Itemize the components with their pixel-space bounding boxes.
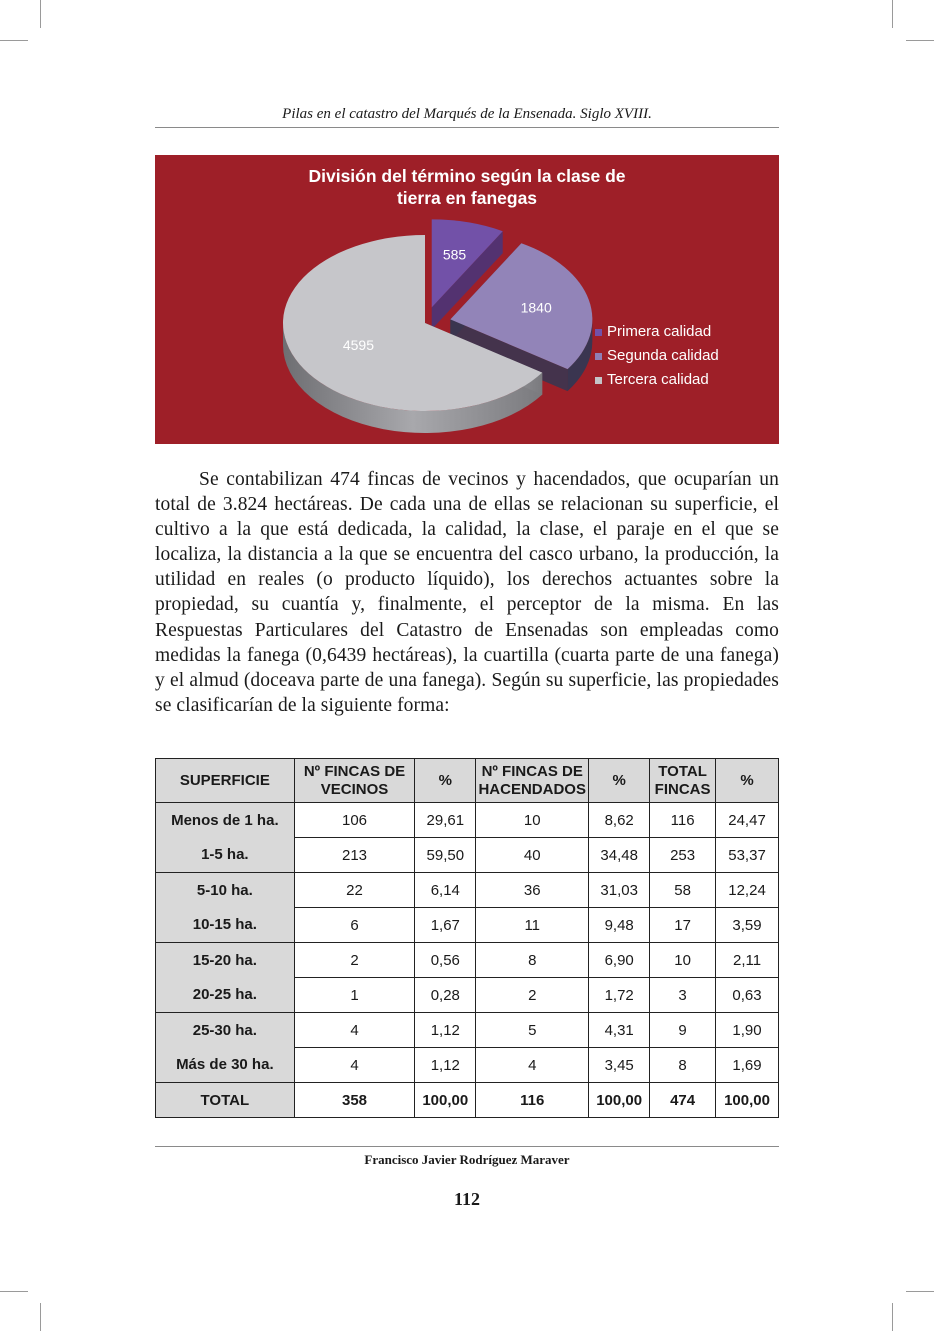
table-cell: 4	[294, 1048, 415, 1083]
table-cell: 2	[294, 943, 415, 978]
table-cell: 31,03	[589, 873, 650, 908]
row-label: 20-25 ha.	[156, 978, 295, 1013]
body-paragraph-container	[155, 467, 779, 718]
crop-mark	[892, 1303, 893, 1331]
total-cell: 474	[650, 1083, 716, 1118]
table-cell: 1,69	[716, 1048, 779, 1083]
pie-data-label: 4595	[342, 336, 375, 353]
footer-author: Francisco Javier Rodríguez Maraver	[364, 1152, 570, 1167]
table-cell: 58	[650, 873, 716, 908]
total-cell: 100,00	[589, 1083, 650, 1118]
chart-title-line1: División del término según la clase de	[308, 166, 626, 186]
total-cell: 116	[476, 1083, 589, 1118]
table-cell: 6,90	[589, 943, 650, 978]
table-row	[156, 873, 779, 908]
table-body	[156, 803, 779, 1118]
crop-mark	[906, 40, 934, 41]
legend-label: Primera calidad	[607, 323, 712, 340]
table-row	[156, 803, 779, 838]
table-cell: 2,11	[716, 943, 779, 978]
table-cell: 1,90	[716, 1013, 779, 1048]
table-cell: 17	[650, 908, 716, 943]
row-label: 5-10 ha.	[156, 873, 295, 908]
row-label: Más de 30 ha.	[156, 1048, 295, 1083]
table-row	[156, 908, 779, 943]
legend-swatch	[595, 329, 602, 336]
pie-data-label: 1840	[520, 299, 552, 316]
table-cell: 0,56	[415, 943, 476, 978]
table-cell: 2	[476, 978, 589, 1013]
table-total-row	[156, 1083, 779, 1118]
header-rule	[155, 127, 779, 128]
table-cell: 1	[294, 978, 415, 1013]
crop-mark	[0, 1291, 28, 1292]
table-cell: 36	[476, 873, 589, 908]
running-head: Pilas en el catastro del Marqués de la Ensenada. Siglo XVIII.	[282, 106, 652, 122]
table-cell: 22	[294, 873, 415, 908]
legend-swatch	[595, 377, 602, 384]
legend-label: Segunda calidad	[607, 347, 719, 364]
pie-slices	[283, 219, 592, 433]
table-cell: 10	[650, 943, 716, 978]
row-label: Menos de 1 ha.	[156, 803, 295, 838]
table-row	[156, 838, 779, 873]
table-cell: 8	[476, 943, 589, 978]
table-cell: 12,24	[716, 873, 779, 908]
table-cell: 213	[294, 838, 415, 873]
table-cell: 6	[294, 908, 415, 943]
row-label: 15-20 ha.	[156, 943, 295, 978]
table-cell: 1,12	[415, 1048, 476, 1083]
table-cell: 10	[476, 803, 589, 838]
table-row	[156, 978, 779, 1013]
table-cell: 4,31	[589, 1013, 650, 1048]
table-cell: 3,45	[589, 1048, 650, 1083]
footer-rule	[155, 1146, 779, 1147]
row-label: 25-30 ha.	[156, 1013, 295, 1048]
table-cell: 34,48	[589, 838, 650, 873]
crop-mark	[40, 1303, 41, 1331]
total-cell: 100,00	[716, 1083, 779, 1118]
crop-mark	[906, 1291, 934, 1292]
surface-table	[155, 758, 779, 1118]
header-pct-total: %	[716, 759, 779, 803]
table-cell: 9,48	[589, 908, 650, 943]
table-row	[156, 943, 779, 978]
row-label: 10-15 ha.	[156, 908, 295, 943]
table-cell: 29,61	[415, 803, 476, 838]
total-cell: 358	[294, 1083, 415, 1118]
chart-legend	[595, 323, 719, 388]
crop-mark	[892, 0, 893, 28]
table-cell: 59,50	[415, 838, 476, 873]
table-cell: 0,28	[415, 978, 476, 1013]
header-total-fincas: TOTAL FINCAS	[650, 759, 716, 803]
pie-chart-svg	[155, 155, 779, 444]
legend-label: Tercera calidad	[607, 371, 709, 388]
legend-swatch	[595, 353, 602, 360]
header-fincas-hacendados: Nº FINCAS DE HACENDADOS	[476, 759, 589, 803]
table-cell: 11	[476, 908, 589, 943]
table-cell: 106	[294, 803, 415, 838]
table-row	[156, 1013, 779, 1048]
table-cell: 1,72	[589, 978, 650, 1013]
table-cell: 1,12	[415, 1013, 476, 1048]
total-label: TOTAL	[156, 1083, 295, 1118]
header-pct-hacendados: %	[589, 759, 650, 803]
table-cell: 4	[476, 1048, 589, 1083]
table-cell: 6,14	[415, 873, 476, 908]
table-cell: 3,59	[716, 908, 779, 943]
crop-mark	[0, 40, 28, 41]
total-cell: 100,00	[415, 1083, 476, 1118]
table-cell: 3	[650, 978, 716, 1013]
row-label: 1-5 ha.	[156, 838, 295, 873]
table-cell: 8	[650, 1048, 716, 1083]
table-header-row	[156, 759, 779, 803]
table-cell: 253	[650, 838, 716, 873]
crop-mark	[40, 0, 41, 28]
table-cell: 8,62	[589, 803, 650, 838]
page-number: 112	[453, 1189, 480, 1209]
table-cell: 53,37	[716, 838, 779, 873]
header-pct-vecinos: %	[415, 759, 476, 803]
header-fincas-vecinos: Nº FINCAS DE VECINOS	[294, 759, 415, 803]
table-cell: 9	[650, 1013, 716, 1048]
pie-data-label: 585	[442, 246, 467, 263]
table-cell: 1,67	[415, 908, 476, 943]
header-superficie: SUPERFICIE	[156, 759, 295, 803]
body-paragraph: Se contabilizan 474 fincas de vecinos y hacendados, que ocuparían un total de 3.824 hectáreas. De cada una de ellas se relacionan su superficie, el cultivo a la que está dedicada, la calidad, la clase, el paraje en el que se localiza, la distancia a la que se encuentra del casco urbano, la producción, la utilidad en reales (o producto líquido), los derechos actuantes sobre la propiedad, su cuantía y, finalmente, el perceptor de la misma. En las Respuestas Particulares del Catastro de Ensenadas son empleadas como medidas la fanega (0,6439 hectáreas), la cuartilla (cuarta parte de una fanega) y el almud (doceava parte de una fanega). Según su superficie, las propiedades se clasificarían de la siguiente forma:	[155, 469, 779, 716]
table-cell: 5	[476, 1013, 589, 1048]
table-cell: 0,63	[716, 978, 779, 1013]
chart-title-line2: tierra en fanegas	[396, 188, 538, 208]
table-cell: 4	[294, 1013, 415, 1048]
table-row	[156, 1048, 779, 1083]
table-cell: 40	[476, 838, 589, 873]
table-cell: 116	[650, 803, 716, 838]
pie-chart	[155, 155, 779, 444]
table-cell: 24,47	[716, 803, 779, 838]
